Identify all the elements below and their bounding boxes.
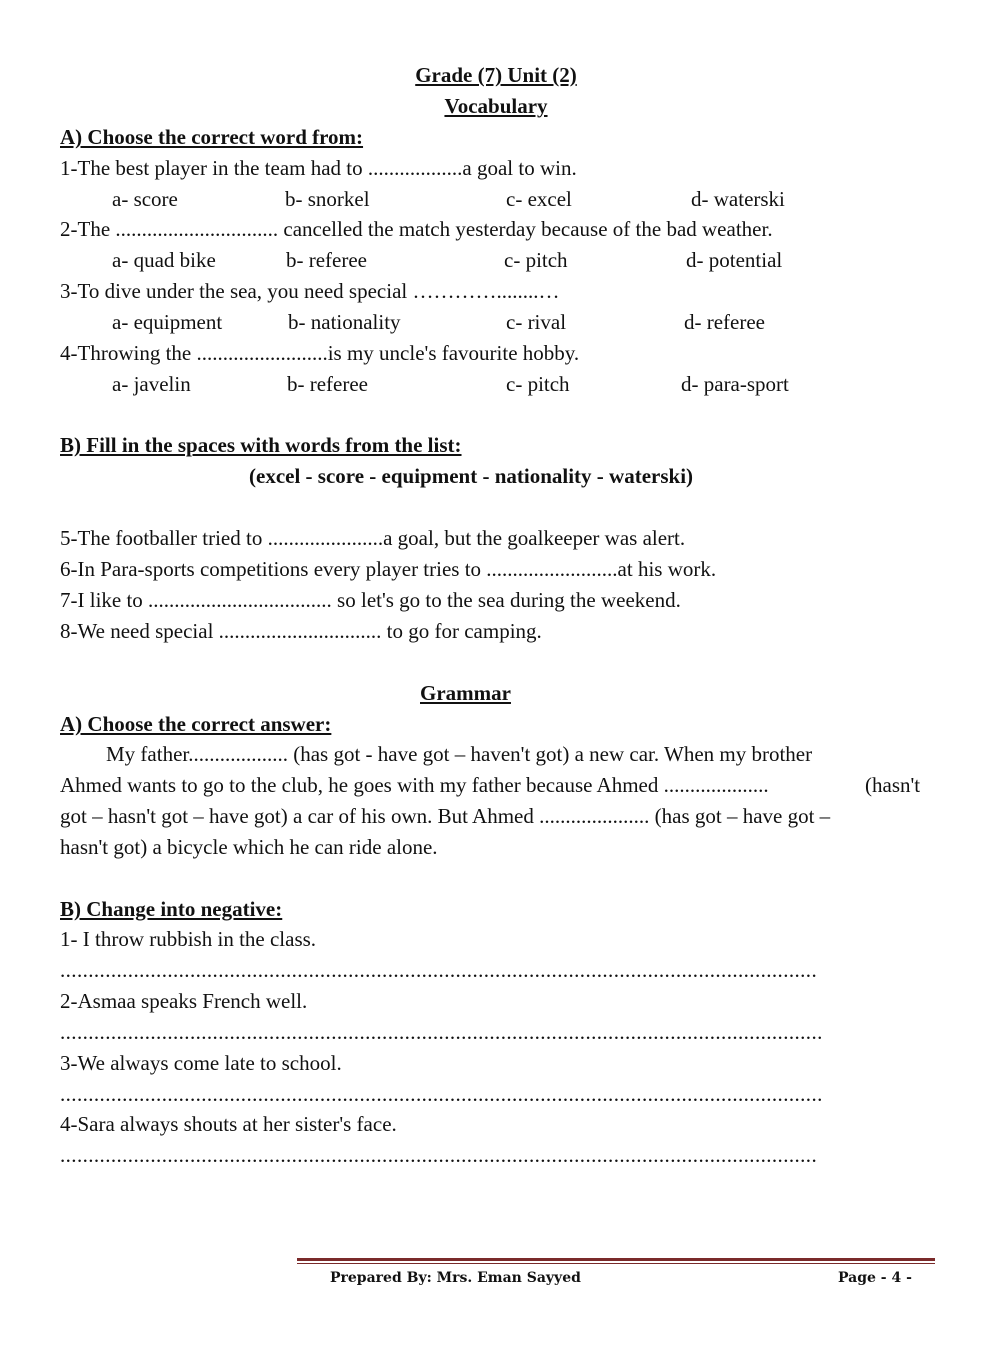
negative-3: 3-We always come late to school. xyxy=(60,1051,342,1075)
word-list: (excel - score - equipment - nationality - waterski) xyxy=(249,464,694,488)
vocab-a-heading: A) Choose the correct word from: xyxy=(60,125,364,149)
negative-1: 1- I throw rubbish in the class. xyxy=(60,927,317,951)
question-1-options xyxy=(0,187,992,211)
grammar-heading: Grammar xyxy=(420,681,511,705)
question-3-options xyxy=(0,310,992,334)
option-a: a- quad bike xyxy=(112,248,216,272)
question-2-options xyxy=(0,248,992,272)
question-1: 1-The best player in the team had to ..................a goal to win. xyxy=(60,156,577,180)
sentence-7: 7-I like to ................................... so let's go to the sea during the weekend. xyxy=(60,588,681,612)
vocab-b-heading: B) Fill in the spaces with words from the list: xyxy=(60,433,462,457)
footer-rule-thin xyxy=(297,1263,935,1264)
option-c: c- pitch xyxy=(504,248,568,272)
option-d: d- potential xyxy=(686,248,783,272)
paragraph-line-4: hasn't got) a bicycle which he can ride alone. xyxy=(60,835,438,859)
question-4-options xyxy=(0,372,992,396)
sentence-5: 5-The footballer tried to ......................a goal, but the goalkeeper was alert. xyxy=(60,526,686,550)
page-number: Page - 4 - xyxy=(838,1270,912,1286)
option-d: d- waterski xyxy=(691,187,785,211)
option-a: a- javelin xyxy=(112,372,191,396)
option-d: d- referee xyxy=(684,310,766,334)
question-4: 4-Throwing the .........................is my uncle's favourite hobby. xyxy=(60,341,580,365)
vocabulary-heading: Vocabulary xyxy=(444,94,548,118)
paragraph-line-2: Ahmed wants to go to the club, he goes with my father because Ahmed .................... xyxy=(60,773,769,797)
answer-line-3: ....................................................................................................................................... xyxy=(60,1082,823,1106)
question-2: 2-The ............................... cancelled the match yesterday because of the bad weather. xyxy=(60,217,773,241)
footer-rule-thick xyxy=(297,1258,935,1261)
option-b: b- nationality xyxy=(288,310,401,334)
grammar-b-heading: B) Change into negative: xyxy=(60,897,283,921)
option-d: d- para-sport xyxy=(681,372,789,396)
option-c: c- excel xyxy=(506,187,572,211)
prepared-by: Prepared By: Mrs. Eman Sayyed xyxy=(330,1270,581,1286)
option-b: b- referee xyxy=(286,248,368,272)
question-3: 3-To dive under the sea, you need special …………........… xyxy=(60,279,560,303)
answer-line-2: ....................................................................................................................................... xyxy=(60,1020,823,1044)
option-c: c- pitch xyxy=(506,372,570,396)
page-title: Grade (7) Unit (2) xyxy=(415,63,577,87)
paragraph-line-2-end: (hasn't xyxy=(865,773,921,797)
answer-line-4: ...................................................................................................................................... xyxy=(60,1143,818,1167)
option-a: a- equipment xyxy=(112,310,223,334)
sentence-8: 8-We need special ............................... to go for camping. xyxy=(60,619,542,643)
negative-2: 2-Asmaa speaks French well. xyxy=(60,989,308,1013)
answer-line-1: ...................................................................................................................................... xyxy=(60,958,818,982)
option-c: c- rival xyxy=(506,310,567,334)
option-a: a- score xyxy=(112,187,178,211)
option-b: b- snorkel xyxy=(285,187,370,211)
option-b: b- referee xyxy=(287,372,369,396)
paragraph-line-1: My father................... (has got - have got – haven't got) a new car. When my brother xyxy=(106,742,813,766)
negative-4: 4-Sara always shouts at her sister's face. xyxy=(60,1112,397,1136)
paragraph-line-3: got – hasn't got – have got) a car of his own. But Ahmed ..................... (has got – have got – xyxy=(60,804,831,828)
grammar-a-heading: A) Choose the correct answer: xyxy=(60,712,332,736)
sentence-6: 6-In Para-sports competitions every player tries to .........................at his work. xyxy=(60,557,717,581)
